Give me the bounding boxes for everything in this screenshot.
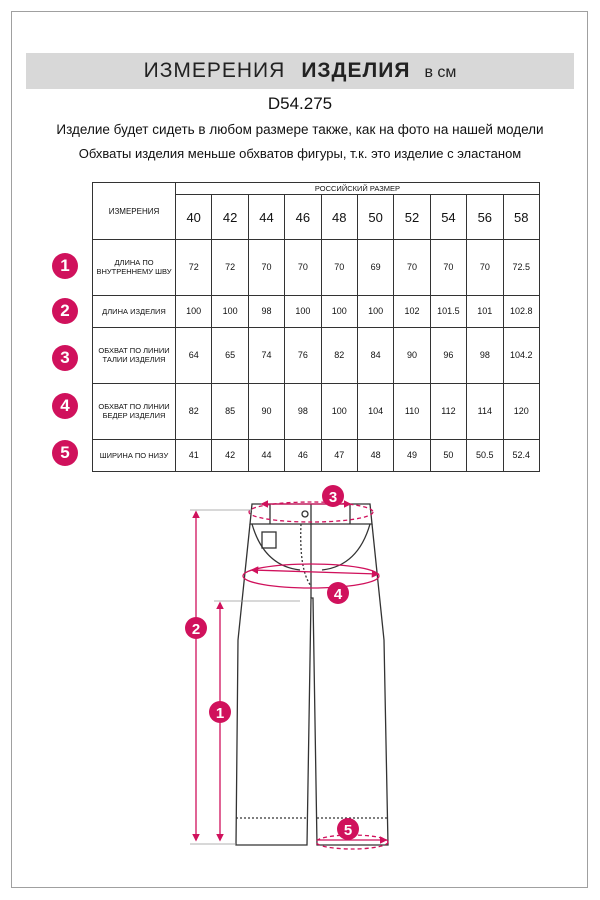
button xyxy=(302,511,308,517)
coin-pocket xyxy=(262,532,276,548)
table-cell: 65 xyxy=(212,328,248,384)
pants-outline xyxy=(236,504,388,845)
size-header: 44 xyxy=(248,195,284,240)
row-label: ДЛИНА ПО ВНУТРЕННЕМУ ШВУ xyxy=(93,240,176,296)
row-label: ШИРИНА ПО НИЗУ xyxy=(93,439,176,471)
table-cell: 74 xyxy=(248,328,284,384)
table-cell: 46 xyxy=(285,439,321,471)
table-cell: 70 xyxy=(248,240,284,296)
measurements-header: ИЗМЕРЕНИЯ xyxy=(93,183,176,240)
table-cell: 100 xyxy=(176,295,212,327)
table-cell: 52.4 xyxy=(503,439,539,471)
table-cell: 82 xyxy=(176,383,212,439)
table-cell: 69 xyxy=(357,240,393,296)
table-cell: 82 xyxy=(321,328,357,384)
marker-4: 4 xyxy=(333,586,343,603)
note-line-1: Изделие будет сидеть в любом размере также, как на фото на нашей модели xyxy=(56,122,544,137)
table-cell: 42 xyxy=(212,439,248,471)
row-number-badge: 2 xyxy=(52,298,78,324)
table-cell: 98 xyxy=(285,383,321,439)
size-header: 48 xyxy=(321,195,357,240)
table-cell: 70 xyxy=(285,240,321,296)
note-line-2: Обхваты изделия меньше обхватов фигуры, т.к. это изделие с эластаном xyxy=(78,146,522,161)
table-cell: 104.2 xyxy=(503,328,539,384)
marker-1: 1 xyxy=(215,705,225,722)
table-cell: 120 xyxy=(503,383,539,439)
table-cell: 104 xyxy=(357,383,393,439)
row-label: ОБХВАТ ПО ЛИНИИ ТАЛИИ ИЗДЕЛИЯ xyxy=(93,328,176,384)
measurement-lines xyxy=(190,502,388,849)
table-cell: 110 xyxy=(394,383,430,439)
fly-stitch xyxy=(301,524,311,586)
table-cell: 100 xyxy=(321,295,357,327)
row-number-badge: 3 xyxy=(52,345,78,371)
table-cell: 50 xyxy=(430,439,466,471)
table-cell: 90 xyxy=(248,383,284,439)
table-cell: 90 xyxy=(394,328,430,384)
row-label: ДЛИНА ИЗДЕЛИЯ xyxy=(93,295,176,327)
front-pocket-right xyxy=(322,524,370,570)
table-cell: 100 xyxy=(212,295,248,327)
table-cell: 70 xyxy=(430,240,466,296)
size-header: 46 xyxy=(285,195,321,240)
size-header: 52 xyxy=(394,195,430,240)
table-cell: 41 xyxy=(176,439,212,471)
table-cell: 50.5 xyxy=(467,439,503,471)
marker-3: 3 xyxy=(328,489,338,506)
table-cell: 98 xyxy=(248,295,284,327)
marker-2: 2 xyxy=(191,621,201,638)
size-header: 50 xyxy=(357,195,393,240)
row-number-badge: 5 xyxy=(52,440,78,466)
diagram-markers xyxy=(185,485,359,840)
table-cell: 112 xyxy=(430,383,466,439)
table-cell: 70 xyxy=(321,240,357,296)
table-cell: 96 xyxy=(430,328,466,384)
size-header: 54 xyxy=(430,195,466,240)
table-cell: 76 xyxy=(285,328,321,384)
table-cell: 101.5 xyxy=(430,295,466,327)
table-cell: 49 xyxy=(394,439,430,471)
table-cell: 84 xyxy=(357,328,393,384)
row-label: ОБХВАТ ПО ЛИНИИ БЕДЕР ИЗДЕЛИЯ xyxy=(93,383,176,439)
hip-arrow xyxy=(252,570,378,574)
guide-lines xyxy=(190,510,300,844)
title-part1: ИЗМЕРЕНИЯ xyxy=(143,59,286,82)
table-cell: 85 xyxy=(212,383,248,439)
table-cell: 102 xyxy=(394,295,430,327)
table-cell: 70 xyxy=(394,240,430,296)
table-cell: 102.8 xyxy=(503,295,539,327)
table-cell: 70 xyxy=(467,240,503,296)
table-cell: 72.5 xyxy=(503,240,539,296)
table-cell: 100 xyxy=(321,383,357,439)
table-cell: 47 xyxy=(321,439,357,471)
row-number-badge: 4 xyxy=(52,393,78,419)
table-cell: 101 xyxy=(467,295,503,327)
size-header: 42 xyxy=(212,195,248,240)
size-header: 56 xyxy=(467,195,503,240)
table-cell: 100 xyxy=(357,295,393,327)
table-cell: 64 xyxy=(176,328,212,384)
title-part2: ИЗДЕЛИЯ xyxy=(301,59,411,82)
product-code: D54.275 xyxy=(267,94,333,113)
table-cell: 72 xyxy=(212,240,248,296)
title-unit: в см xyxy=(424,64,457,81)
row-number-badge: 1 xyxy=(52,253,78,279)
table-cell: 72 xyxy=(176,240,212,296)
marker-5: 5 xyxy=(343,822,353,839)
table-cell: 98 xyxy=(467,328,503,384)
table-cell: 44 xyxy=(248,439,284,471)
size-group-header: РОССИЙСКИЙ РАЗМЕР xyxy=(176,183,540,195)
table-cell: 114 xyxy=(467,383,503,439)
table-cell: 100 xyxy=(285,295,321,327)
size-header: 40 xyxy=(176,195,212,240)
table-cell: 48 xyxy=(357,439,393,471)
size-header: 58 xyxy=(503,195,539,240)
